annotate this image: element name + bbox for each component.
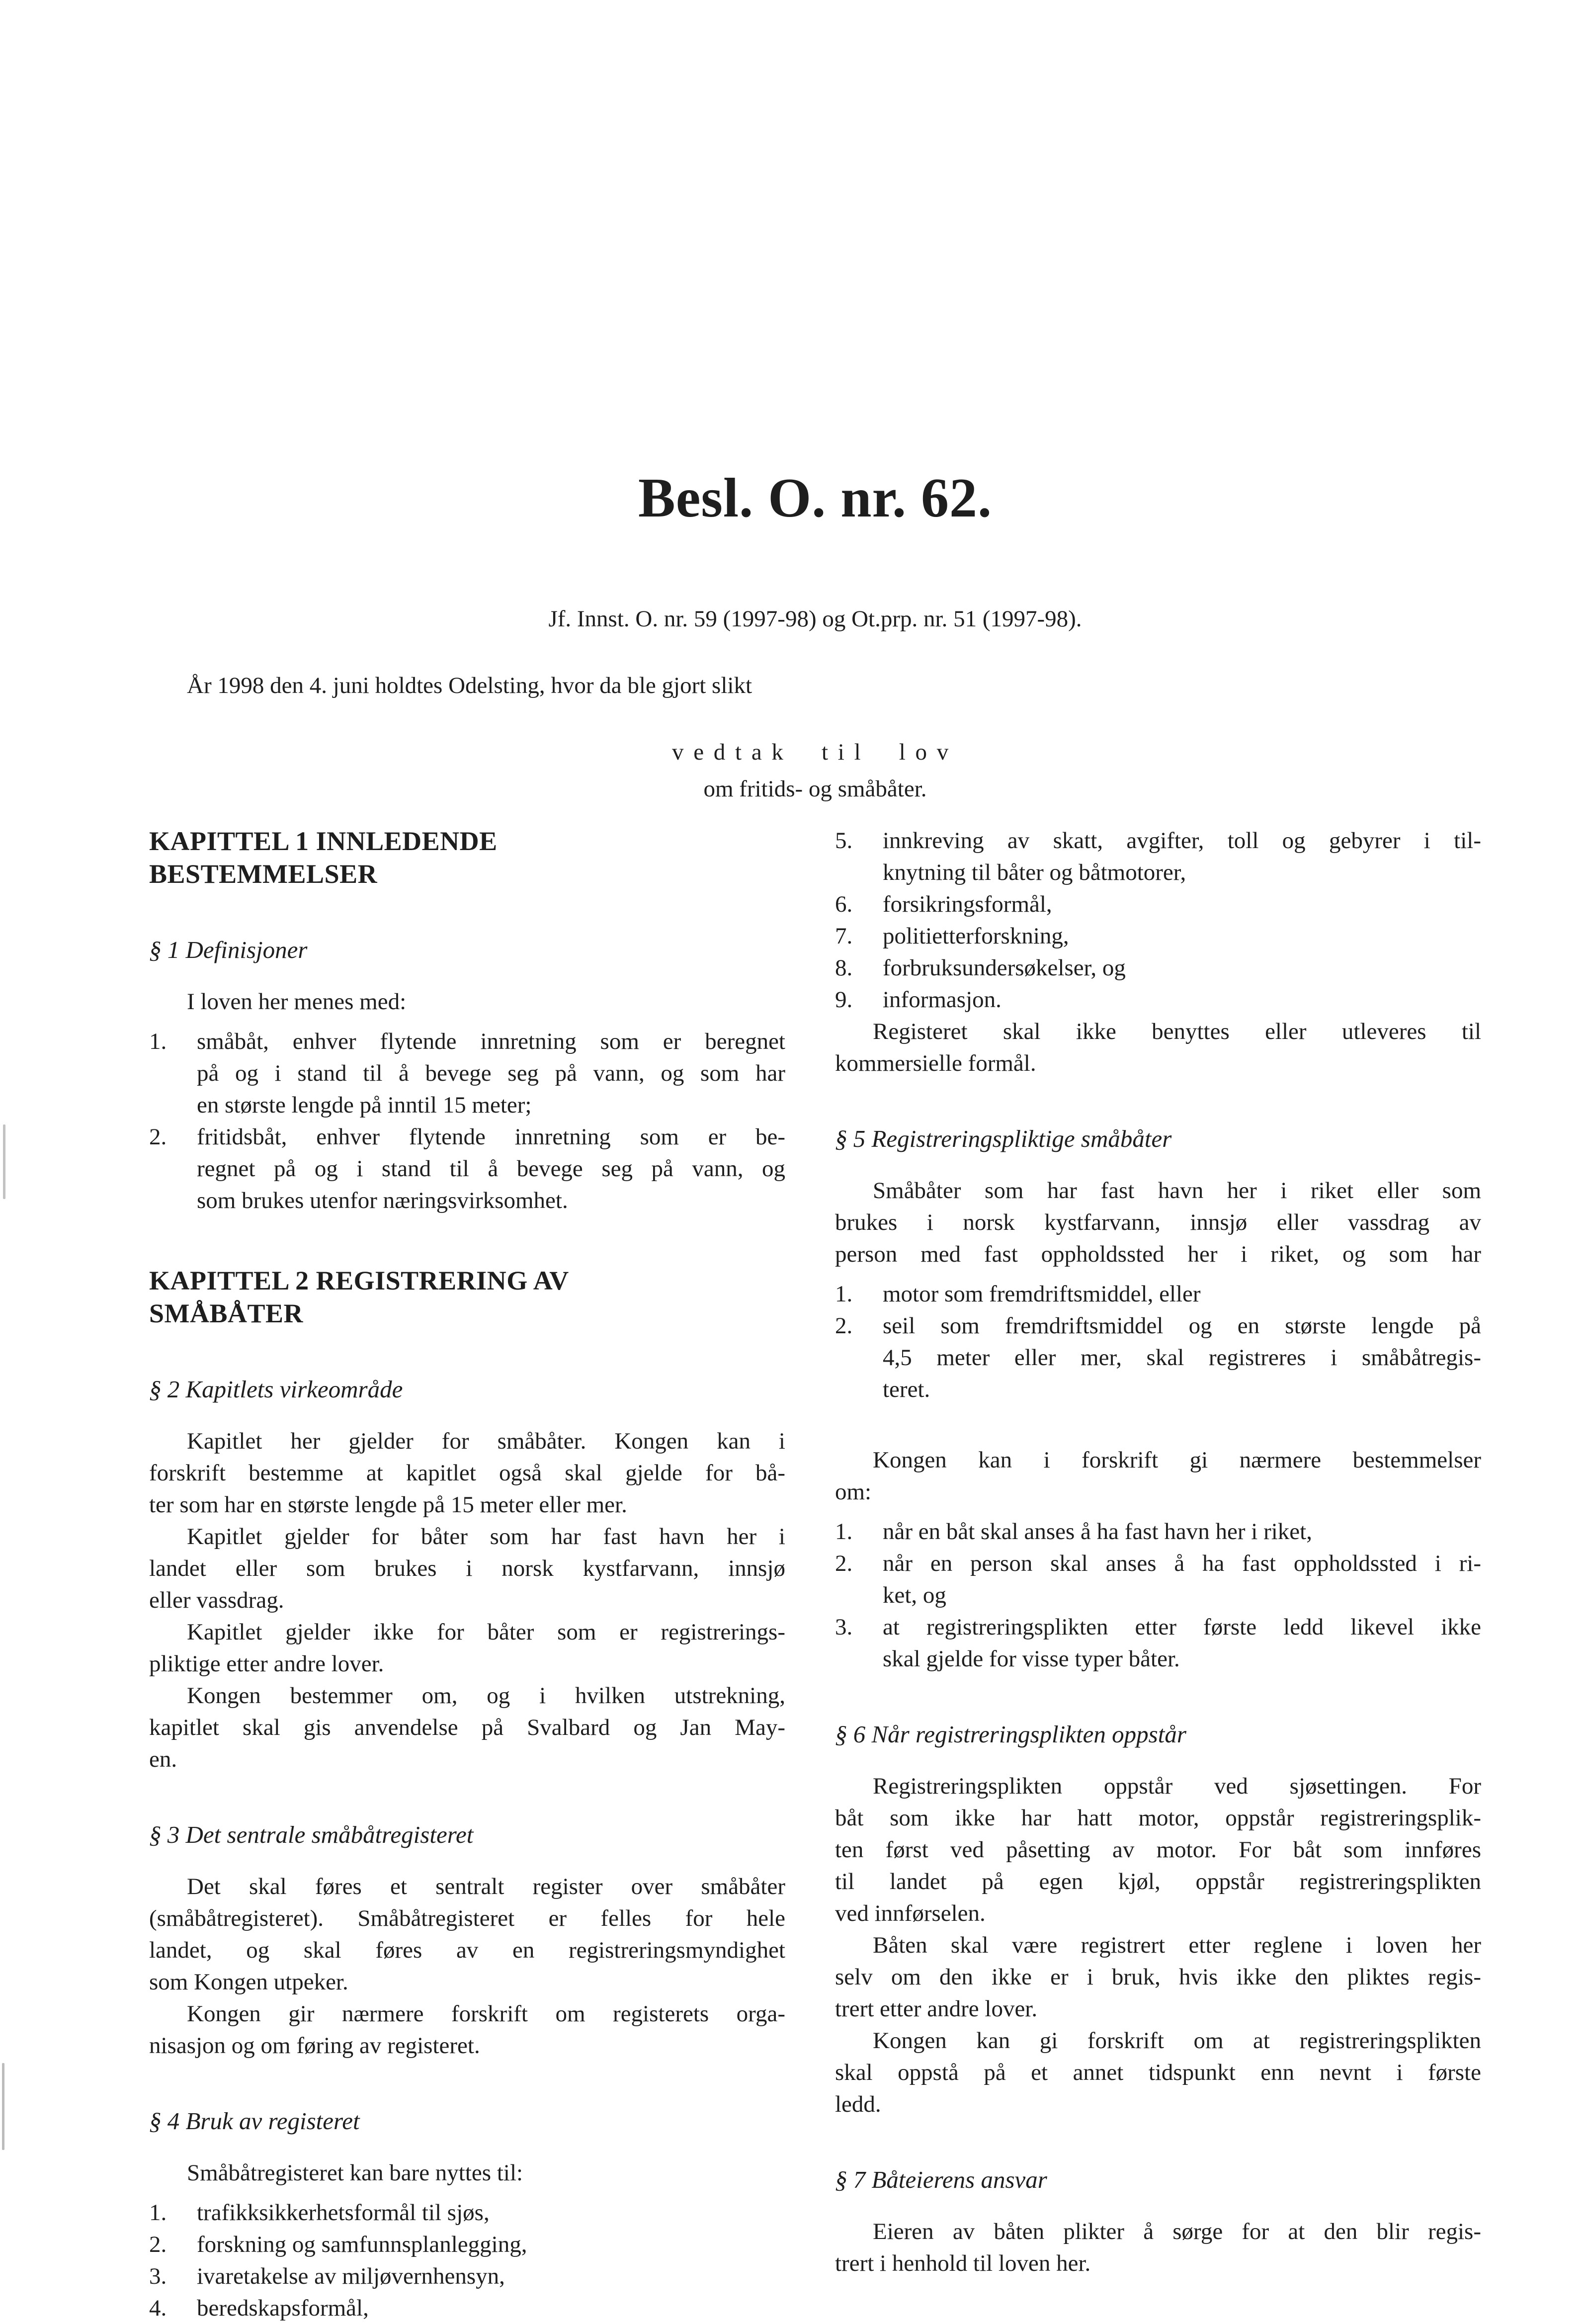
text-line: Kapitlet her gjelder for småbåter. Kongen kan i (187, 1428, 785, 1454)
chapter-heading-line: KAPITTEL 2 REGISTRERING AV (149, 1265, 569, 1295)
list-item (149, 2197, 785, 2229)
list-item-number: 1. (149, 2199, 167, 2226)
text-line: I loven her menes med: (187, 988, 407, 1015)
paragraph (149, 1616, 785, 1680)
enactment-subject-line: om fritids- og småbåter. (703, 775, 927, 802)
text-line: trafikksikkerhetsformål til sjøs, (197, 2199, 490, 2226)
paragraph (835, 1175, 1481, 1270)
paragraph (835, 1770, 1481, 1929)
text-line: innkreving av skatt, avgifter, toll og gebyrer i til- (883, 827, 1481, 854)
text-line: landet eller som brukes i norsk kystfarvann, innsjø (149, 1555, 785, 1581)
scan-artifact (2, 2063, 4, 2150)
text-line: ivaretakelse av miljøvernhensyn, (197, 2263, 505, 2289)
text-line: ter som har en største lengde på 15 meter eller mer. (149, 1491, 627, 1518)
text-line: Kongen bestemmer om, og i hvilken utstrekning, (187, 1682, 785, 1709)
text-line: selv om den ikke er i bruk, hvis ikke den pliktes regis- (835, 1964, 1481, 1990)
section-heading: § 2 Kapitlets virkeområde (149, 1375, 403, 1403)
document-body (149, 0, 1481, 2324)
list-item (149, 2292, 785, 2324)
text-line: på og i stand til å bevege seg på vann, og som har (197, 1060, 785, 1086)
text-line: motor som fremdriftsmiddel, eller (883, 1281, 1201, 1307)
text-line: person med fast oppholdssted her i riket, og som har (835, 1241, 1481, 1267)
list-item-number: 2. (835, 1550, 853, 1576)
text-line: båt som ikke har hatt motor, oppstår registreringsplik- (835, 1805, 1481, 1831)
list-item-number: 8. (835, 954, 853, 981)
text-line: Registreringsplikten oppstår ved sjøsettingen. For (873, 1773, 1481, 1799)
paragraph (835, 1444, 1481, 1508)
left-column (149, 825, 785, 2324)
chapter-heading (149, 1264, 785, 1330)
text-line: brukes i norsk kystfarvann, innsjø eller vassdrag av (835, 1209, 1481, 1235)
list-item (835, 825, 1481, 888)
text-line: Kongen gir nærmere forskrift om registerets orga- (187, 2000, 785, 2027)
chapter-heading-line: BESTEMMELSER (149, 859, 378, 889)
text-line: når en person skal anses å ha fast oppholdssted i ri- (883, 1550, 1481, 1576)
text-line: forsikringsformål, (883, 891, 1052, 917)
list-item-number: 2. (835, 1312, 853, 1339)
section-heading: § 1 Definisjoner (149, 936, 308, 963)
list-item (149, 2260, 785, 2292)
text-line: knytning til båter og båtmotorer, (883, 859, 1186, 885)
paragraph (149, 1680, 785, 1775)
list-item (835, 1611, 1481, 1675)
right-column (835, 825, 1481, 2279)
text-line: forbruksundersøkelser, og (883, 954, 1126, 981)
text-line: trert etter andre lover. (835, 1995, 1038, 2022)
text-line: ledd. (835, 2091, 881, 2117)
chapter-heading-line: SMÅBÅTER (149, 1298, 304, 1328)
text-line: ten først ved påsetting av motor. For båt som innføres (835, 1836, 1481, 1863)
text-line: som brukes utenfor næringsvirksomhet. (197, 1187, 568, 1213)
text-line: landet, og skal føres av en registreringsmyndighet (149, 1937, 785, 1963)
list-item (835, 888, 1481, 920)
document-title: Besl. O. nr. 62. (638, 467, 992, 529)
list-item (149, 1026, 785, 1121)
text-line: en. (149, 1746, 177, 1772)
paragraph (149, 1871, 785, 1998)
text-line: forskrift bestemme at kapitlet også skal gjelde for bå- (149, 1460, 785, 1486)
section-heading: § 4 Bruk av registeret (149, 2107, 360, 2135)
paragraph (149, 2157, 785, 2189)
text-line: fritidsbåt, enhver flytende innretning som er be- (197, 1123, 785, 1150)
list-item-number: 2. (149, 2231, 167, 2257)
text-line: skal oppstå på et annet tidspunkt enn nevnt i første (835, 2059, 1481, 2085)
section-heading: § 5 Registreringspliktige småbåter (835, 1124, 1172, 1152)
list-item-number: 1. (835, 1281, 853, 1307)
text-line: ved innførselen. (835, 1900, 986, 1926)
paragraph (835, 1016, 1481, 1079)
section-heading: § 3 Det sentrale småbåtregisteret (149, 1820, 474, 1848)
list-item (835, 1310, 1481, 1405)
text-line: småbåt, enhver flytende innretning som er beregnet (197, 1028, 785, 1054)
list-item (835, 1516, 1481, 1548)
text-line: Småbåter som har fast havn her i riket eller som (873, 1177, 1481, 1204)
section-heading: § 7 Båteierens ansvar (835, 2165, 1047, 2193)
text-line: informasjon. (883, 986, 1001, 1013)
text-line: trert i henhold til loven her. (835, 2250, 1091, 2276)
text-line: politietterforskning, (883, 923, 1069, 949)
text-line: at registreringsplikten etter første ledd likevel ikke (883, 1614, 1481, 1640)
text-line: seil som fremdriftsmiddel og en største lengde på (883, 1312, 1481, 1339)
two-column-layout (149, 825, 1481, 2324)
text-line: ket, og (883, 1582, 946, 1608)
text-line: Eieren av båten plikter å sørge for at den blir regis- (873, 2218, 1481, 2244)
text-line: Kapitlet gjelder ikke for båter som er registrerings- (187, 1619, 785, 1645)
list-item-number: 1. (835, 1518, 853, 1545)
text-line: (småbåtregisteret). Småbåtregisteret er felles for hele (149, 1905, 785, 1931)
text-line: pliktige etter andre lover. (149, 1650, 384, 1677)
list-item (835, 952, 1481, 984)
list-item-number: 4. (149, 2295, 167, 2321)
section-heading: § 6 Når registreringsplikten oppstår (835, 1720, 1186, 1748)
text-line: til landet på egen kjøl, oppstår registreringsplikten (835, 1868, 1481, 1894)
list-item-number: 5. (835, 827, 853, 854)
paragraph (835, 2216, 1481, 2279)
list-item-number: 9. (835, 986, 853, 1013)
chapter-heading-line: KAPITTEL 1 INNLEDENDE (149, 826, 498, 856)
list-item-number: 7. (835, 923, 853, 949)
text-line: Det skal føres et sentralt register over småbåter (187, 1873, 785, 1899)
list-item-number: 6. (835, 891, 853, 917)
text-line: Kapitlet gjelder for båter som har fast havn her i (187, 1523, 785, 1549)
text-line: som Kongen utpeker. (149, 1969, 348, 1995)
text-line: Båten skal være registrert etter reglene i loven her (873, 1932, 1481, 1958)
scan-artifact (3, 1124, 5, 1199)
paragraph (149, 1998, 785, 2062)
list-item-number: 3. (835, 1614, 853, 1640)
text-line: kommersielle formål. (835, 1050, 1036, 1076)
list-item-number: 2. (149, 1123, 167, 1150)
text-line: teret. (883, 1376, 930, 1402)
text-line: regnet på og i stand til å bevege seg på vann, og (197, 1155, 785, 1182)
text-line: forskning og samfunnsplanlegging, (197, 2231, 527, 2257)
text-line: Kongen kan gi forskrift om at registreringsplikten (873, 2027, 1481, 2054)
text-line: kapitlet skal gis anvendelse på Svalbard og Jan May- (149, 1714, 785, 1740)
paragraph (149, 1425, 785, 1521)
text-line: beredskapsformål, (197, 2295, 369, 2321)
paragraph (149, 986, 785, 1018)
text-line: en største lengde på inntil 15 meter; (197, 1092, 532, 1118)
list-item (835, 1278, 1481, 1310)
list-item (835, 1548, 1481, 1611)
paragraph (149, 1521, 785, 1616)
text-line: når en båt skal anses å ha fast havn her i riket, (883, 1518, 1312, 1545)
text-line: nisasjon og om føring av registeret. (149, 2032, 480, 2059)
reference-line: Jf. Innst. O. nr. 59 (1997-98) og Ot.prp. nr. 51 (1997-98). (548, 605, 1082, 632)
list-item-number: 1. (149, 1028, 167, 1054)
paragraph (835, 1929, 1481, 2025)
vertical-gap (835, 1405, 1481, 1444)
enactment-type-line: vedtak til lov (671, 739, 959, 765)
text-line: Kongen kan i forskrift gi nærmere bestemmelser (873, 1447, 1481, 1473)
chapter-heading (149, 825, 785, 890)
session-line: År 1998 den 4. juni holdtes Odelsting, hvor da ble gjort slikt (187, 672, 752, 698)
text-line: om: (835, 1478, 872, 1505)
paragraph (835, 2025, 1481, 2120)
text-line: eller vassdrag. (149, 1587, 284, 1613)
list-item (149, 1121, 785, 1216)
text-line: skal gjelde for visse typer båter. (883, 1645, 1180, 1672)
list-item (835, 984, 1481, 1016)
text-line: Registeret skal ikke benyttes eller utleveres til (873, 1018, 1481, 1044)
list-item (835, 920, 1481, 952)
list-item-number: 3. (149, 2263, 167, 2289)
list-item (149, 2229, 785, 2260)
text-line: Småbåtregisteret kan bare nyttes til: (187, 2159, 523, 2186)
text-line: 4,5 meter eller mer, skal registreres i småbåtregis- (883, 1344, 1481, 1371)
